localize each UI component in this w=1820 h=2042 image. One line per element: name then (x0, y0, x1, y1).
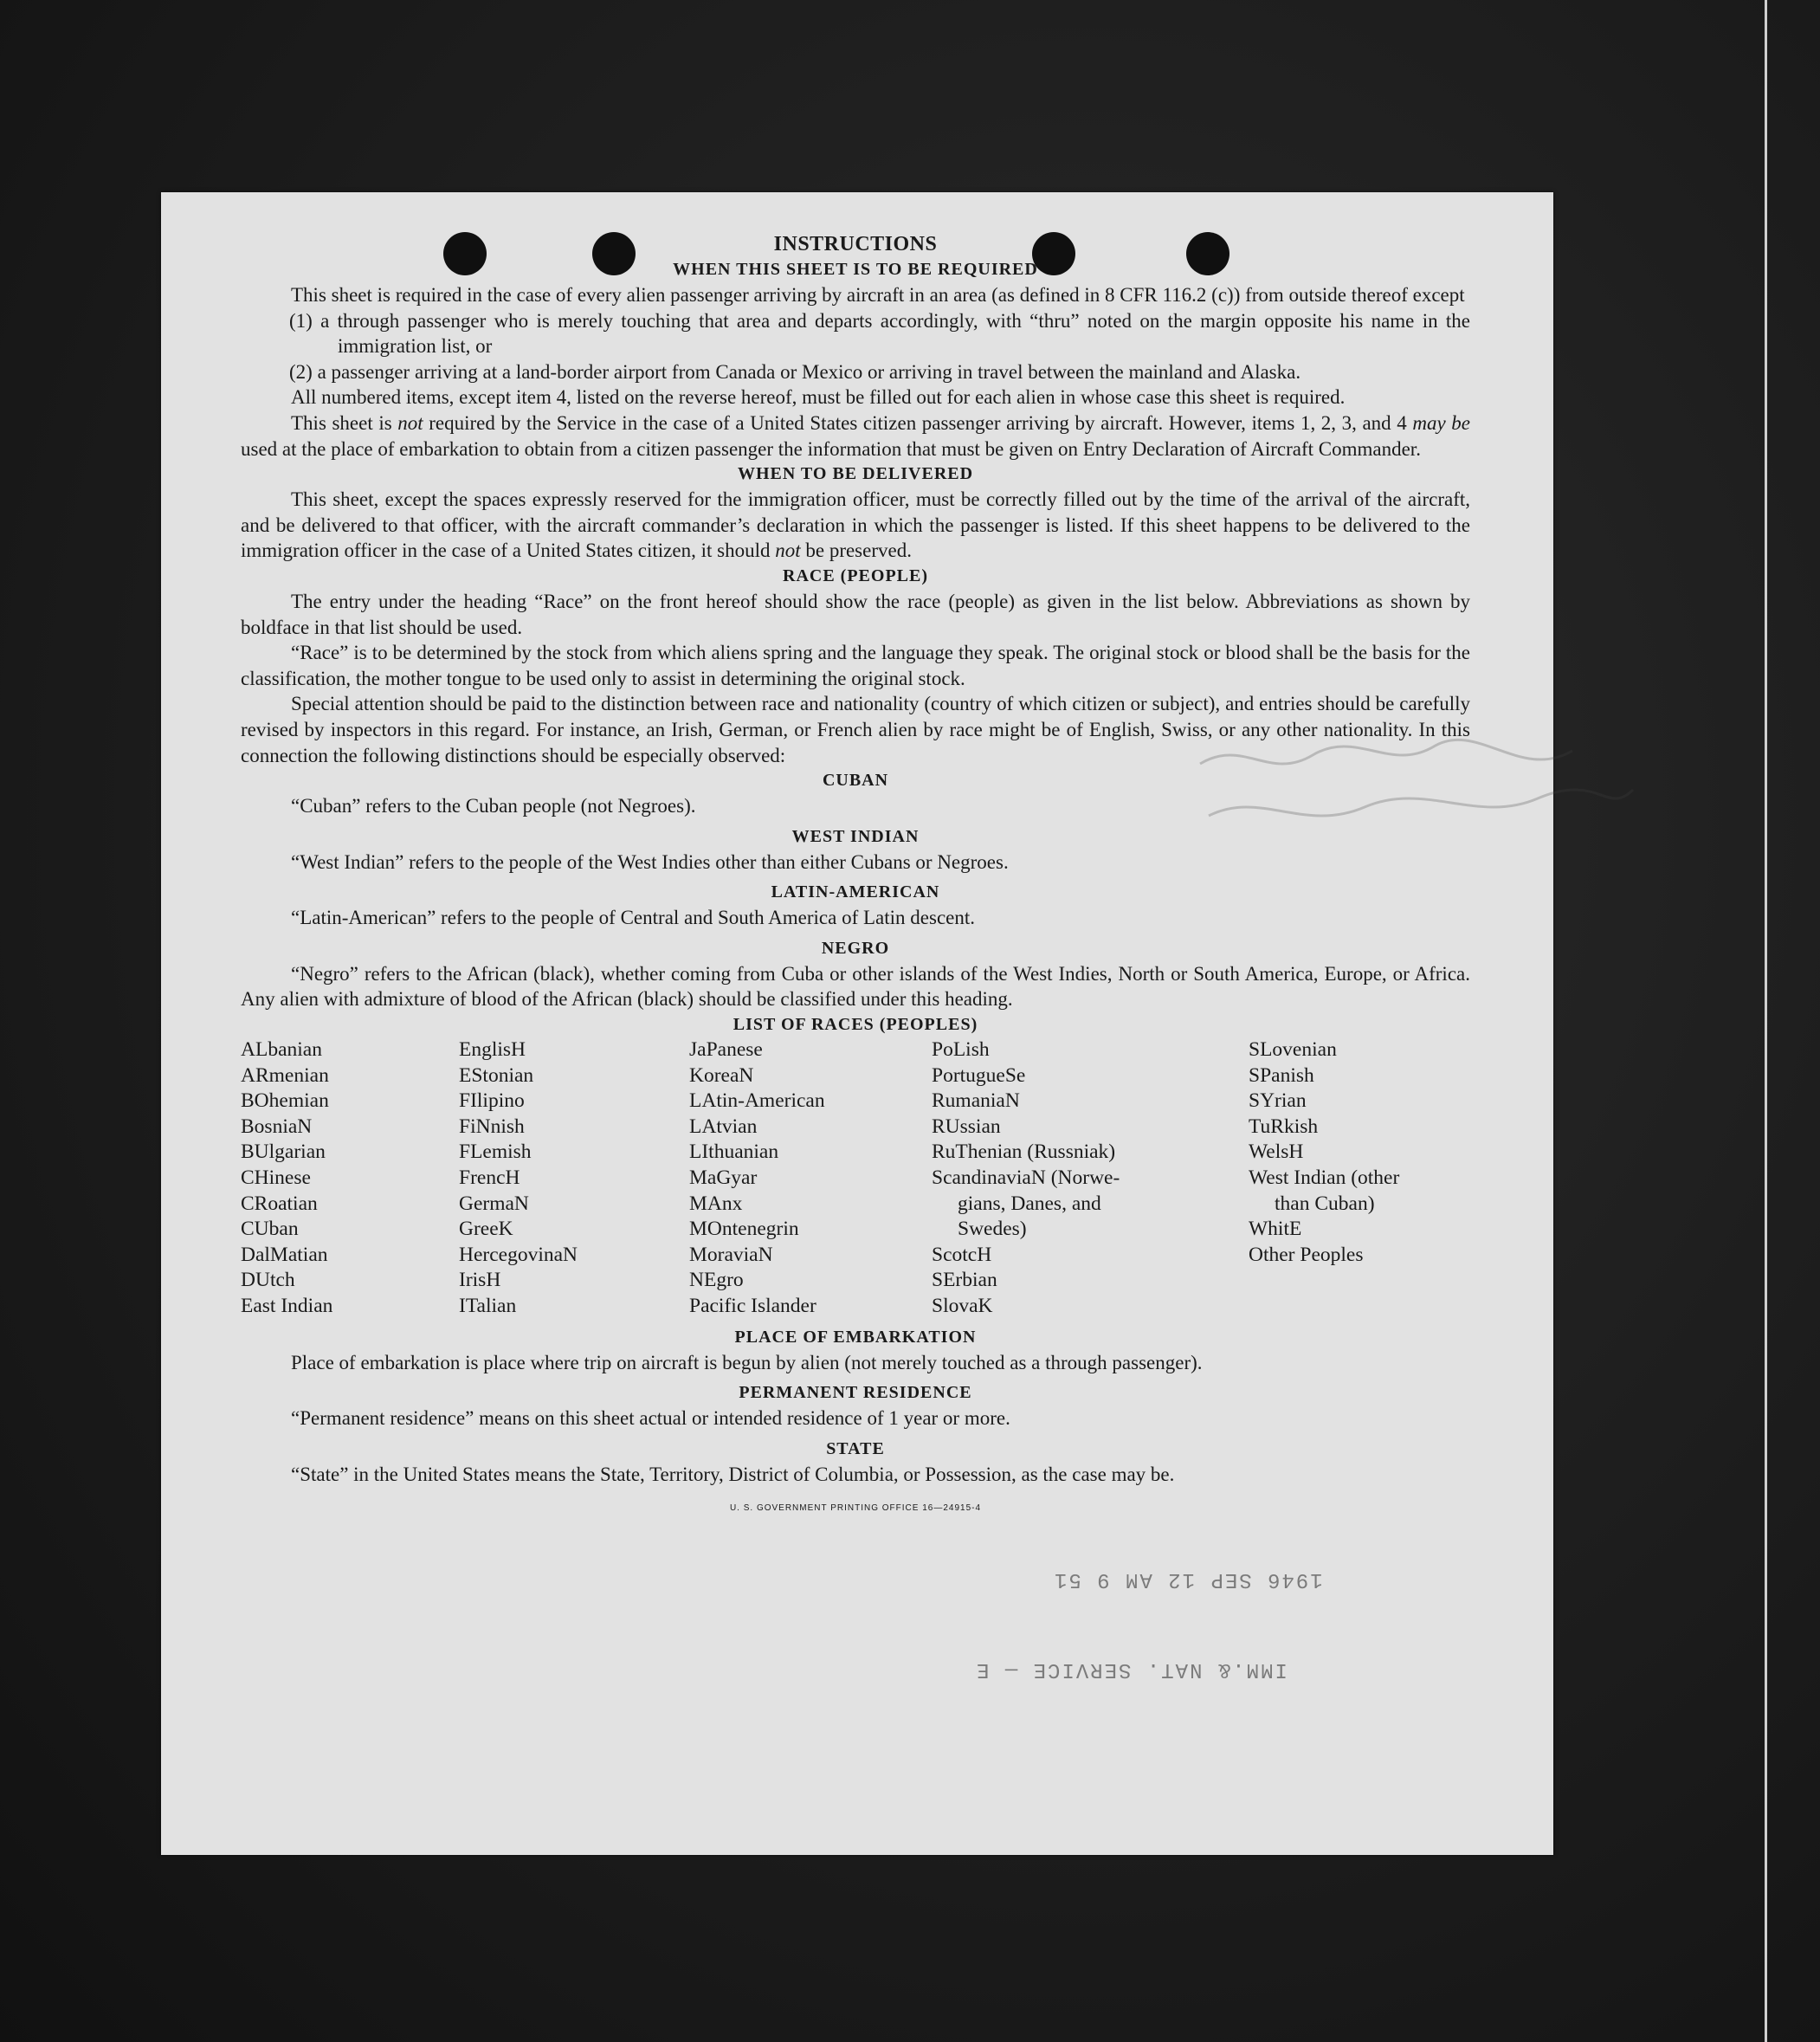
race-list-item: CHinese (241, 1166, 311, 1190)
race-column-5 (1249, 1037, 1470, 1320)
race-list-item: MaGyar (689, 1166, 758, 1190)
race-list-item: Swedes) (958, 1218, 1027, 1241)
race-list-item: ScandinaviaN (Norwe- (932, 1166, 1120, 1190)
paragraph: “Latin-American” refers to the people of Central and South America of Latin descent. (291, 907, 975, 929)
race-list-item: EStonian (459, 1063, 534, 1087)
section-heading-when-required: WHEN THIS SHEET IS TO BE REQUIRED (673, 260, 1038, 279)
document-content (241, 232, 1470, 1522)
section-heading-state: STATE (826, 1438, 885, 1458)
printing-office-footer: U. S. GOVERNMENT PRINTING OFFICE 16—24915-4 (729, 1503, 982, 1514)
document-title: INSTRUCTIONS (773, 233, 938, 255)
race-list-item: LAtvian (689, 1115, 758, 1138)
race-list-item: West Indian (other (1249, 1166, 1400, 1190)
race-list-item: GermaN (459, 1192, 529, 1215)
race-list-item: BosniaN (241, 1115, 313, 1138)
race-list-item: MAnx (689, 1192, 743, 1215)
race-list-item: SYrian (1249, 1089, 1307, 1113)
race-list-item: DalMatian (241, 1243, 328, 1266)
paragraph: “Race” is to be determined by the stock from which aliens spring and the language they speak. The original stock or blood shall be the basis for the classification, the mother tongue to be used only to assist in determining the original stock. (241, 642, 1470, 689)
paragraph: This sheet is not required by the Service in the case of a United States citizen passenger arriving by aircraft. However, items 1, 2, 3, and 4 may be used at the place of embarkation to obtain from a citizen passenger the information that must be given on Entry Declaration of Aircraft Commander. (241, 411, 1470, 460)
race-list-item: WelsH (1249, 1141, 1304, 1164)
race-list-item: CRoatian (241, 1192, 318, 1215)
race-list-item: gians, Danes, and (958, 1192, 1101, 1215)
paragraph: “West Indian” refers to the people of the West Indies other than either Cubans or Negroes. (291, 850, 1009, 873)
race-list-item: TuRkish (1249, 1115, 1319, 1138)
paragraph: Special attention should be paid to the distinction between race and nationality (country of which citizen or subject), and entries should be carefully revised by inspectors in this regard. For instance, an Irish, German, or French alien by race might be of English, Swiss, or any other nationality. In this connection the following distinctions should be especially observed: (241, 693, 1470, 766)
race-list-item: LIthuanian (689, 1141, 779, 1164)
race-list-item: than Cuban) (1275, 1192, 1375, 1215)
scanner-frame-line (1765, 0, 1767, 2042)
race-list-item: PoLish (932, 1038, 990, 1062)
race-list-item: GreeK (459, 1218, 513, 1241)
race-list-item: JaPanese (689, 1038, 763, 1062)
race-list-item: FIlipino (459, 1089, 525, 1113)
list-item: (1) a through passenger who is merely touching that area and departs accordingly, with “thru” noted on the margin opposite his name in the immigration list, or (289, 309, 1470, 358)
section-heading-latin-american: LATIN-AMERICAN (771, 882, 940, 902)
section-heading-when-delivered: WHEN TO BE DELIVERED (737, 464, 974, 484)
race-list-item: LAtin-American (689, 1089, 825, 1113)
paragraph: This sheet, except the spaces expressly reserved for the immigration officer, must be correctly filled out by the time of the arrival of the aircraft, and be delivered to that officer, with the aircraft commander’s declaration in which the passenger is listed. If this sheet happens to be delivered to the immigration officer in the case of a United States citizen, it should not be preserved. (241, 488, 1470, 562)
document-page (161, 192, 1553, 1855)
race-column-4 (932, 1037, 1249, 1320)
race-list-item: WhitE (1249, 1218, 1302, 1241)
race-list-item: East Indian (241, 1295, 333, 1317)
paragraph: All numbered items, except item 4, listed on the reverse hereof, must be filled out for each alien in whose case this sheet is required. (291, 386, 1346, 409)
paragraph: “State” in the United States means the State, Territory, District of Columbia, or Possession, as the case may be. (291, 1463, 1175, 1485)
section-heading-residence: PERMANENT RESIDENCE (739, 1383, 972, 1403)
section-heading-west-indian: WEST INDIAN (791, 826, 920, 846)
race-list-item: FiNnish (459, 1115, 525, 1138)
race-list-item: SlovaK (932, 1295, 993, 1317)
race-list-item: ALbanian (241, 1038, 322, 1062)
race-list-item: MOntenegrin (689, 1218, 799, 1241)
section-heading-cuban: CUBAN (822, 771, 889, 791)
race-column-2 (459, 1037, 689, 1320)
race-list-item: EnglisH (459, 1038, 526, 1062)
race-list-item: SPanish (1249, 1063, 1314, 1087)
paragraph: This sheet is required in the case of every alien passenger arriving by aircraft in an area (as defined in 8 CFR 116.2 (c)) from outside thereof except (291, 284, 1465, 306)
received-stamp-office: IMM.& NAT. SERVICE — E (975, 1658, 1288, 1681)
section-heading-list-of-races: LIST OF RACES (PEOPLES) (733, 1015, 978, 1035)
race-list-item: BOhemian (241, 1089, 329, 1113)
paragraph: “Cuban” refers to the Cuban people (not Negroes). (291, 795, 696, 817)
race-list-item: ITalian (459, 1295, 517, 1317)
race-list-item: MoraviaN (689, 1243, 773, 1266)
list-item: (2) a passenger arriving at a land-border airport from Canada or Mexico or arriving in travel between the mainland and Alaska. (289, 360, 1301, 383)
race-list-item: IrisH (459, 1269, 501, 1292)
race-list-item: SLovenian (1249, 1038, 1337, 1062)
paragraph: “Negro” refers to the African (black), whether coming from Cuba or other islands of the West Indies, North or South America, Europe, or Africa. Any alien with admixture of blood of the African (black) should be classified under this heading. (241, 962, 1470, 1011)
race-list-item: BUlgarian (241, 1141, 326, 1164)
race-list-item: NEgro (689, 1269, 744, 1292)
race-list-item: FLemish (459, 1141, 532, 1164)
section-heading-negro: NEGRO (821, 938, 890, 958)
race-column-1 (241, 1037, 459, 1320)
paragraph: The entry under the heading “Race” on the front hereof should show the race (people) as given in the list below. Abbreviations as shown by boldface in that list should be used. (241, 590, 1470, 638)
race-list-item: Pacific Islander (689, 1295, 816, 1317)
paragraph: “Permanent residence” means on this sheet actual or intended residence of 1 year or more. (291, 1407, 1010, 1430)
race-list-item: RUssian (932, 1115, 1001, 1138)
received-stamp-date: 1946 SEP 12 AM 9 51 (1053, 1567, 1323, 1591)
race-list-item: RumaniaN (932, 1089, 1020, 1113)
race-list-item: KoreaN (689, 1063, 754, 1087)
race-list-item: PortugueSe (932, 1063, 1026, 1087)
race-list-item: HercegovinaN (459, 1243, 578, 1266)
paragraph: Place of embarkation is place where trip on aircraft is begun by alien (not merely touched as a through passenger). (291, 1351, 1203, 1373)
race-list-item: DUtch (241, 1269, 295, 1292)
race-list (241, 1037, 1470, 1320)
race-list-item: SErbian (932, 1269, 997, 1292)
section-heading-embarkation: PLACE OF EMBARKATION (734, 1327, 977, 1347)
race-list-item: RuThenian (Russniak) (932, 1141, 1116, 1164)
race-list-item: FrencH (459, 1166, 520, 1190)
race-list-item: ScotcH (932, 1243, 992, 1266)
race-column-3 (689, 1037, 932, 1320)
race-list-item: CUban (241, 1218, 299, 1241)
race-list-item: Other Peoples (1249, 1243, 1364, 1266)
section-heading-race: RACE (PEOPLE) (783, 565, 928, 585)
race-list-item: ARmenian (241, 1063, 329, 1087)
